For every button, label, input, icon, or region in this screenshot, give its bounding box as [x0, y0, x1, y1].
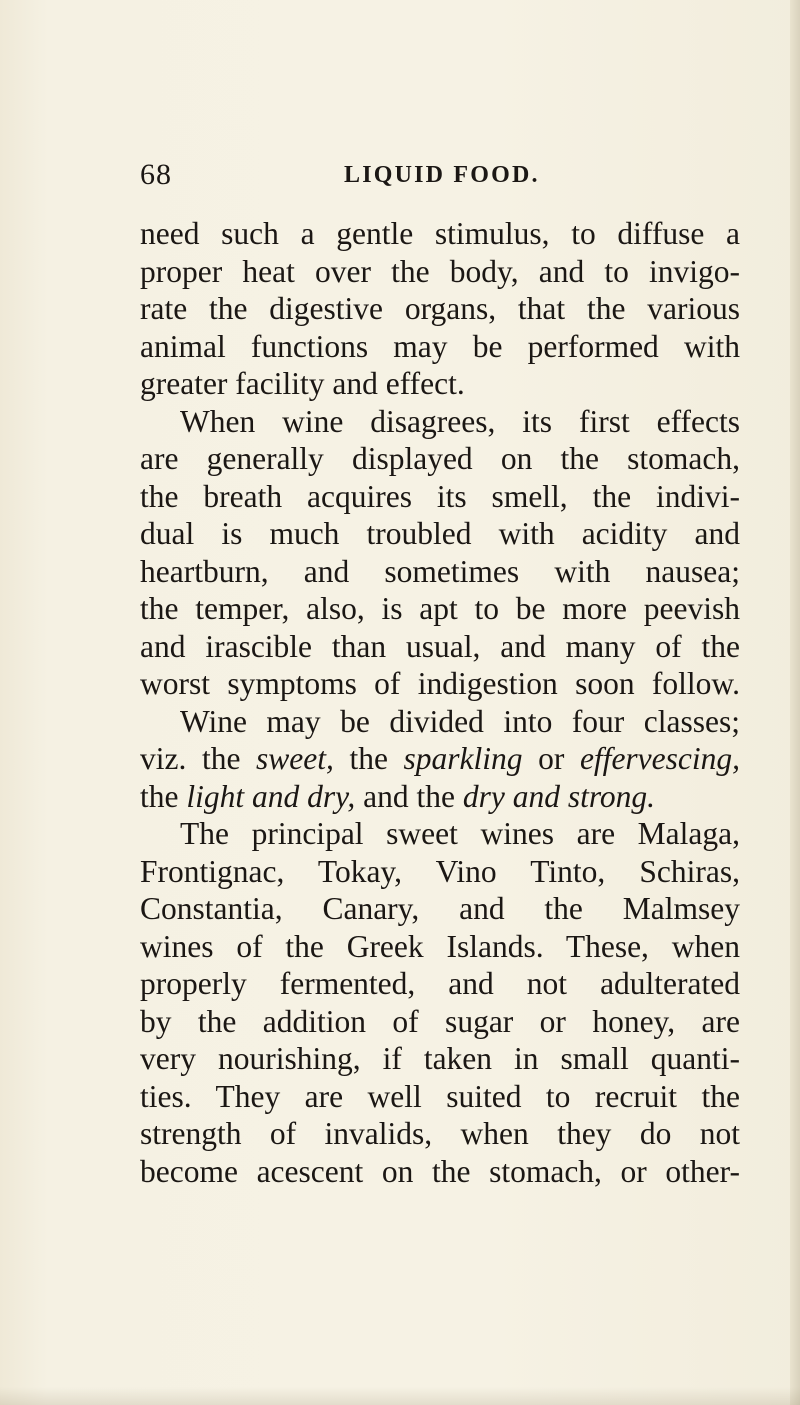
italic-term-effervescing: effervescing, — [579, 741, 741, 776]
text-line: need such a gentle stimulus, to diffuse a — [140, 216, 740, 251]
text-line: dual is much troubled with acidity and — [140, 516, 740, 551]
text-line: animal functions may be performed with — [140, 328, 740, 364]
page-edge — [790, 0, 800, 1405]
chapter-title: LIQUID FOOD. — [344, 162, 540, 188]
text-line: The principal sweet wines are Malaga, — [180, 816, 740, 851]
text-line: worst symptoms of indigestion soon follow. — [140, 666, 740, 701]
text-fragment: the — [140, 778, 187, 814]
text-line: strength of invalids, when they do not — [140, 1116, 740, 1151]
text-line: When wine disagrees, its first effects — [180, 403, 740, 439]
text-line: the breath acquires its smell, the indivi- — [140, 478, 740, 514]
body-text — [140, 215, 740, 1190]
text-line: become acescent on the stomach, or other- — [140, 1153, 740, 1189]
text-line: Frontignac, Tokay, Vino Tinto, Schiras, — [140, 853, 740, 889]
text-fragment: and the — [355, 778, 463, 814]
text-line: Constantia, Canary, and the Malmsey — [140, 891, 740, 926]
text-line: Wine may be divided into four classes; — [180, 703, 740, 739]
text-line: greater facility and effect. — [140, 366, 465, 401]
text-line-classes — [140, 740, 740, 778]
text-fragment: or — [522, 741, 580, 776]
italic-term-light-dry: light and dry, — [186, 778, 356, 814]
text-line: by the addition of sugar or honey, are — [140, 1003, 740, 1039]
text-line: the temper, also, is apt to be more peevish — [140, 591, 740, 626]
page-bottom-shadow — [0, 1387, 800, 1405]
italic-term-dry-strong: dry and strong. — [462, 778, 656, 814]
text-line: and irascible than usual, and many of the — [140, 628, 740, 664]
text-line: rate the digestive organs, that the various — [140, 291, 740, 326]
text-line: very nourishing, if taken in small quanti- — [140, 1041, 740, 1076]
italic-term-sweet: sweet, — [256, 741, 334, 776]
text-line: heartburn, and sometimes with nausea; — [140, 553, 740, 589]
text-line-classes-2 — [140, 778, 740, 816]
text-line: ties. They are well suited to recruit the — [140, 1078, 740, 1114]
text-line: are generally displayed on the stomach, — [140, 441, 740, 476]
page-number: 68 — [140, 158, 172, 191]
text-fragment: viz. the — [140, 741, 257, 776]
text-line: wines of the Greek Islands. These, when — [140, 928, 740, 964]
text-line: properly fermented, and not adulterated — [140, 966, 740, 1001]
text-fragment: the — [333, 741, 404, 776]
running-head — [140, 158, 740, 198]
italic-term-sparkling: sparkling — [403, 741, 523, 776]
text-line: proper heat over the body, and to invigo- — [140, 253, 740, 289]
